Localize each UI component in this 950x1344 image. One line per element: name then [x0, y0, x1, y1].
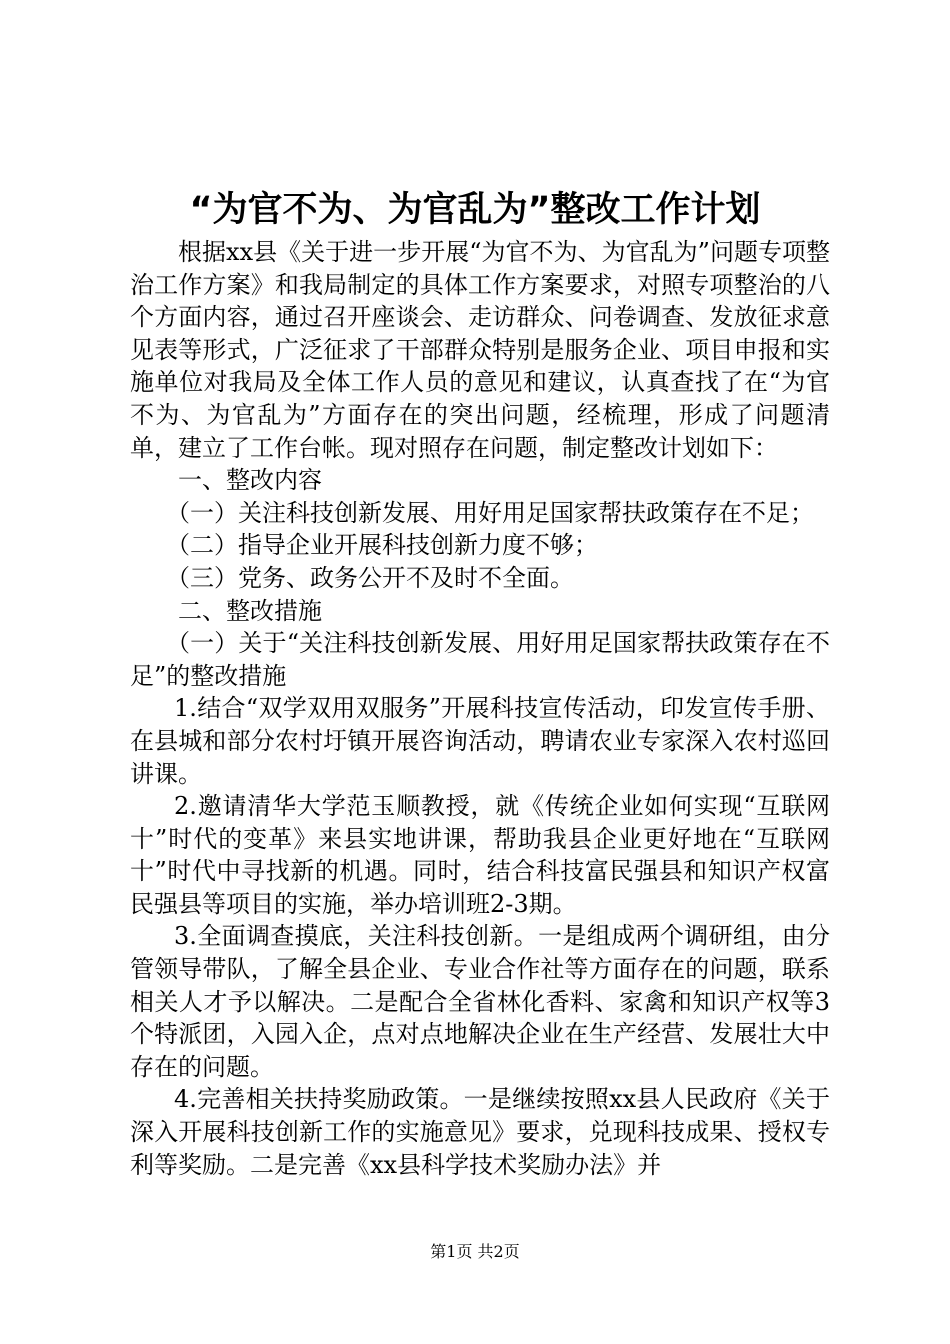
document-body — [130, 236, 830, 1181]
section-heading-1: 一、整改内容 — [178, 466, 322, 495]
measure-2: 2.邀请清华大学范玉顺教授，就《传统企业如何实现“互联网十”时代的变革》来县实地讲课，帮助我县企业更好地在“互联网十”时代中寻找新的机遇。同时，结合科技富民强县和知识产权富民强县等项目的实施，举办培训班2-3期。 — [130, 792, 830, 918]
document-title: “为官不为、为官乱为”整改工作计划 — [189, 190, 761, 230]
subsection-heading-1: （一）关于“关注科技创新发展、用好用足国家帮扶政策存在不足”的整改措施 — [130, 629, 830, 690]
measure-3: 3.全面调查摸底，关注科技创新。一是组成两个调研组，由分管领导带队，了解全县企业、专业合作社等方面存在的问题，联系相关人才予以解决。二是配合全省林化香料、家禽和知识产权等3个特派团，入园入企，点对点地解决企业在生产经营、发展壮大中存在的问题。 — [130, 922, 830, 1081]
section-heading-2: 二、整改措施 — [178, 596, 322, 625]
intro-paragraph: 根据xx县《关于进一步开展“为官不为、为官乱为”问题专项整治工作方案》和我局制定的具体工作方案要求，对照专项整治的八个方面内容，通过召开座谈会、走访群众、问卷调查、发放征求意见表等形式，广泛征求了干部群众特别是服务企业、项目申报和实施单位对我局及全体工作人员的意见和建议，认真查找了在“为官不为、为官乱为”方面存在的突出问题，经梳理，形成了问题清单，建立了工作台帐。现对照存在问题，制定整改计划如下： — [130, 238, 830, 462]
item-2: （二）指导企业开展科技创新力度不够； — [166, 531, 598, 560]
page-footer: 第1页 共2页 — [430, 1242, 520, 1261]
item-3: （三）党务、政务公开不及时不全面。 — [166, 563, 574, 592]
measure-1: 1.结合“双学双用双服务”开展科技宣传活动，印发宣传手册、在县城和部分农村圩镇开展咨询活动，聘请农业专家深入农村巡回讲课。 — [130, 694, 830, 788]
measure-4: 4.完善相关扶持奖励政策。一是继续按照xx县人民政府《关于深入开展科技创新工作的实施意见》要求，兑现科技成果、授权专利等奖励。二是完善《xx县科学技术奖励办法》并 — [130, 1085, 830, 1179]
item-1: （一）关注科技创新发展、用好用足国家帮扶政策存在不足； — [166, 498, 814, 527]
